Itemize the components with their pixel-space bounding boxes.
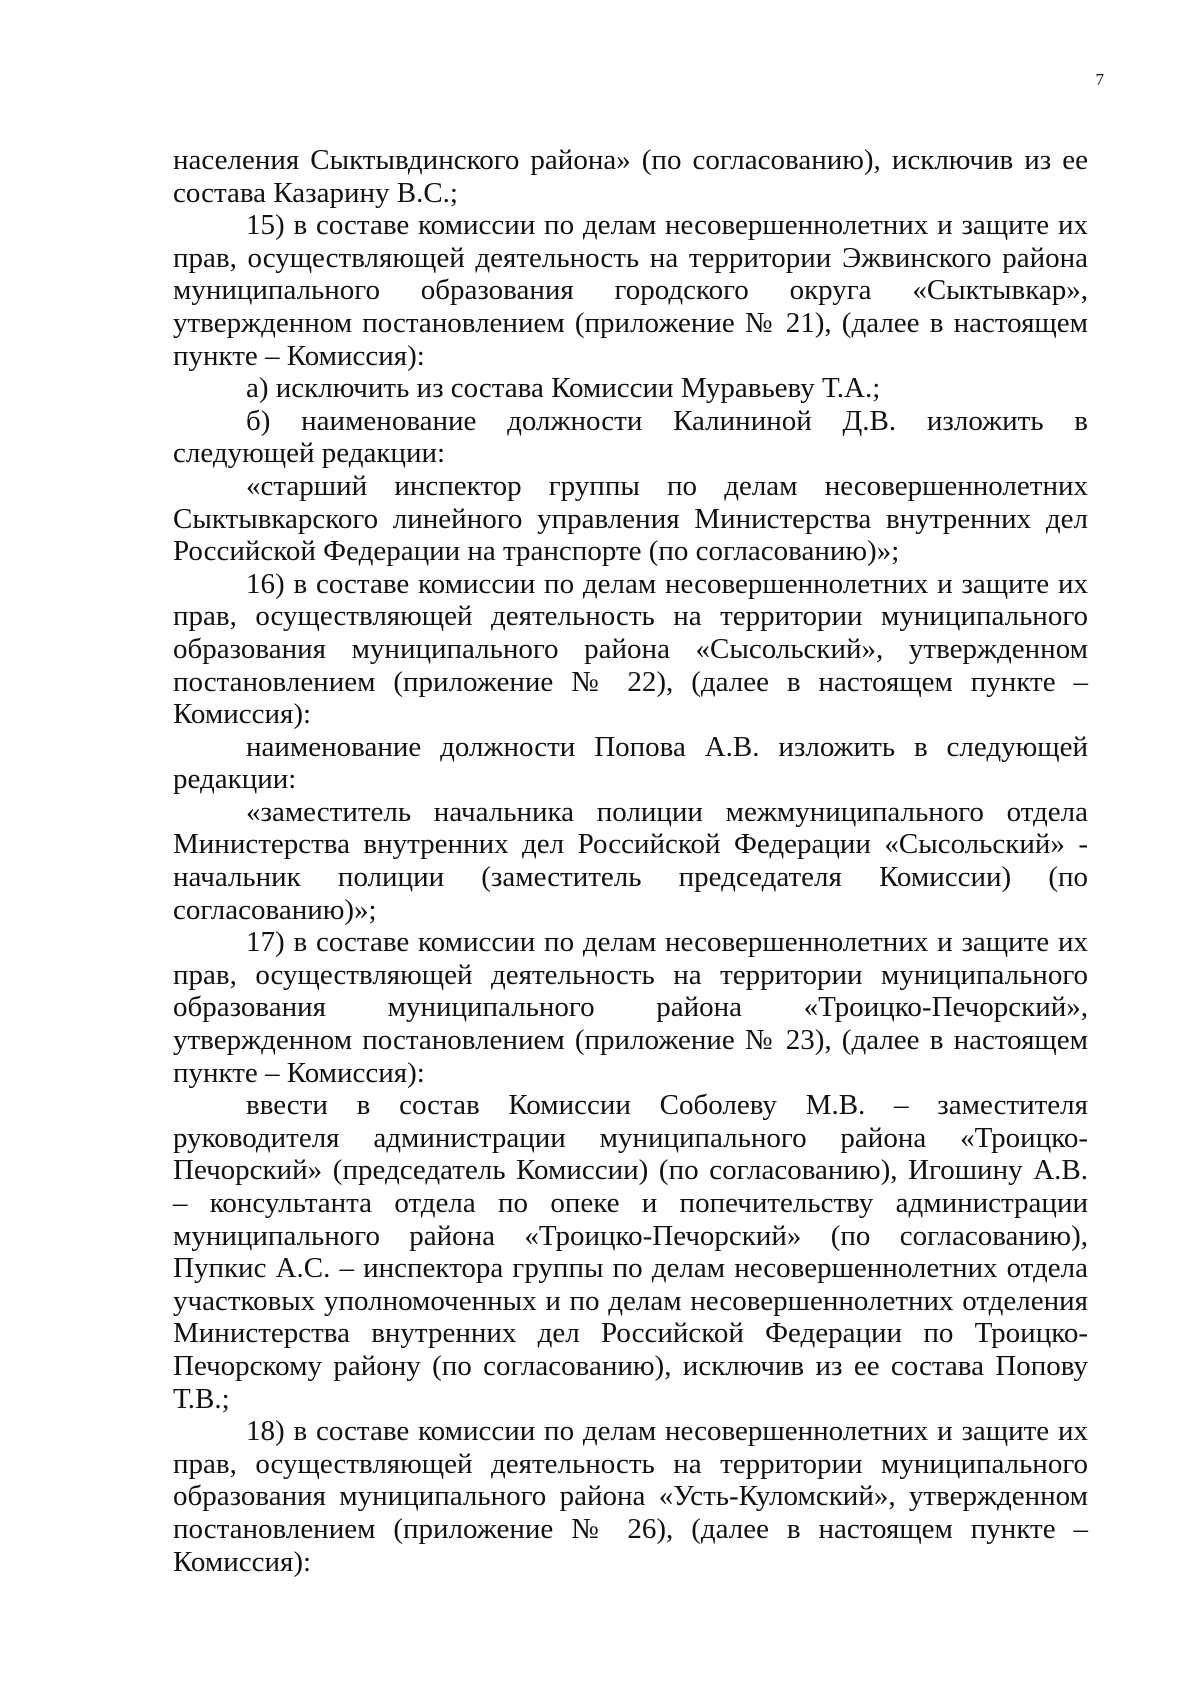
paragraph: а) исключить из состава Комиссии Муравьеву Т.А.; bbox=[246, 372, 881, 405]
paragraph: «заместитель начальника полиции межмуниципального отдела Министерства внутренних дел Российской Федерации «Сысольский» - начальник полиции (заместитель председателя Комиссии) (по согласованию)»; bbox=[173, 795, 1088, 926]
paragraph: 16) в составе комиссии по делам несовершеннолетних и защите их прав, осуществляющей деятельность на территории муниципального образования муниципального района «Сысольский», утвержденном постановлением (приложение № 22), (далее в настоящем пункте – Комиссия): bbox=[173, 567, 1088, 731]
paragraph: 15) в составе комиссии по делам несовершеннолетних и защите их прав, осуществляющей деятельность на территории Эжвинского района муниципального образования городского округа «Сыктывкар», утвержденном постановлением (приложение № 21), (далее в настоящем пункте – Комиссия): bbox=[173, 209, 1088, 372]
page-number: 7 bbox=[1095, 70, 1104, 89]
paragraph: 17) в составе комиссии по делам несовершеннолетних и защите их прав, осуществляющей деятельность на территории муниципального образования муниципального района «Троицко-Печорский», утвержденном постановлением (приложение № 23), (далее в настоящем пункте – Комиссия): bbox=[173, 926, 1088, 1089]
paragraph: 18) в составе комиссии по делам несовершеннолетних и защите их прав, осуществляющей деятельность на территории муниципального образования муниципального района «Усть-Куломский», утвержденном постановлением (приложение № 26), (далее в настоящем пункте – Комиссия): bbox=[173, 1415, 1088, 1578]
paragraph: «старший инспектор группы по делам несовершеннолетних Сыктывкарского линейного управления Министерства внутренних дел Российской Федерации на транспорте (по согласованию)»; bbox=[173, 469, 1088, 568]
paragraph: наименование должности Попова А.В. изложить в следующей редакции: bbox=[173, 730, 1088, 796]
paragraph: б) наименование должности Калининой Д.В. изложить в следующей редакции: bbox=[173, 404, 1088, 470]
paragraph: ввести в состав Комиссии Соболеву М.В. – заместителя руководителя администрации муниципального района «Троицко-Печорский» (председатель Комиссии) (по согласованию), Игошину А.В. – консультанта отдела по опеке и попечительству администрации муниципального района «Троицко-Печорский» (по согласованию), Пупкис А.С. – инспектора группы по делам несовершеннолетних отдела участковых уполномоченных и по делам несовершеннолетних отделения Министерства внутренних дел Российской Федерации по Троицко-Печорскому району (по согласованию), исключив из ее состава Попову Т.В.; bbox=[173, 1089, 1088, 1415]
document-body bbox=[173, 144, 1088, 1578]
paragraph: населения Сыктывдинского района» (по согласованию), исключив из ее состава Казарину В.С.; bbox=[173, 144, 1088, 209]
